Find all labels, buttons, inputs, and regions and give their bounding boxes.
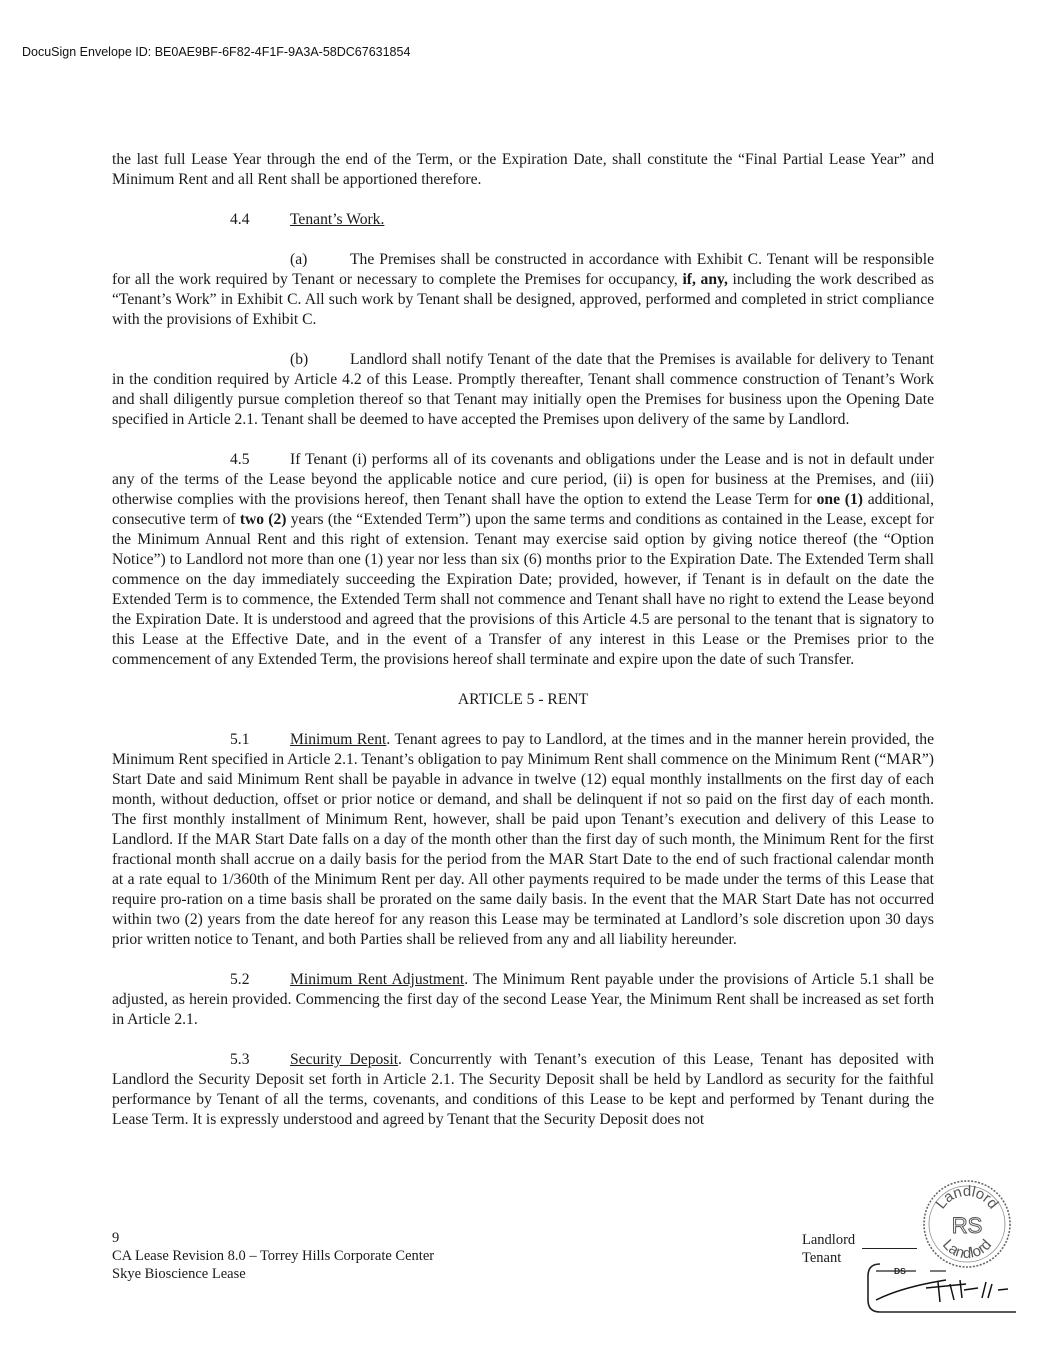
paragraph-5-1-minimum-rent: 5.1 Minimum Rent. Tenant agrees to pay to Landlord, at the times and in the manner herein provided, the Minimum Rent specified in Article 2.1. Tenant’s obligation to pay Minimum Rent shall commence on the Minimum Rent (“MAR”) Start Date and said Minimum Rent shall be payable in advance in twelve (12) equal monthly installments on the first day of each month, without deduction, offset or prior notice or demand, and shall be delinquent if not so paid on the first day of each month. The first monthly installment of Minimum Rent, however, shall be paid upon Tenant’s execution and delivery of this Lease to Landlord. If the MAR Start Date falls on a day of the month other than the first day of such month, the Minimum Rent for the first fractional month shall accrue on a daily basis for the period from the MAR Start Date to the end of such fractional calendar month at a rate equal to 1/360th of the Minimum Rent per day. All other payments required to be made under the terms of this Lease that require pro-ration on a time basis shall be prorated on the same daily basis. In the event that the MAR Start Date has not occurred within two (2) years from the date hereof for any reason this Lease may be terminated at Landlord’s sole discretion upon 30 days prior written notice to Tenant, and both Parties shall be relieved from any and all liability hereunder. — [112, 731, 935, 948]
section-number: 4.5 — [230, 451, 250, 468]
paragraph-final-partial-lease-year: the last full Lease Year through the end of the Term, or the Expiration Date, shall constitute the “Final Partial Lease Year” and Minimum Rent and all Rent shall be apportioned therefore. — [112, 151, 934, 188]
footer-document-info — [112, 1229, 434, 1283]
paragraph-4-4-b: (b) Landlord shall notify Tenant of the date that the Premises is available for delivery to Tenant in the condition required by Article 4.2 of this Lease. Promptly thereafter, Tenant shall commence construction of Tenant’s Work and shall diligently pursue completion thereof so that Tenant may initially open the Premises for business upon the Opening Date specified in Article 2.1. Tenant shall be deemed to have accepted the Premises upon delivery of the same by Landlord. — [112, 351, 934, 428]
section-number: 5.2 — [230, 971, 250, 988]
paragraph-4-4-a: (a) The Premises shall be constructed in accordance with Exhibit C. Tenant will be responsible for all the work required by Tenant or necessary to complete the Premises for occupancy, if, any, including the work described as “Tenant’s Work” in Exhibit C. All such work by Tenant shall be designed, approved, performed and completed in strict compliance with the provisions of Exhibit C. — [112, 251, 934, 328]
document-body — [112, 150, 934, 1130]
section-number: 4.4 — [230, 211, 250, 228]
clause-label: (a) — [290, 251, 308, 268]
section-title: Minimum Rent — [290, 731, 387, 748]
tenant-initials-docusign-box[interactable] — [866, 1262, 1026, 1314]
paragraph-4-5-extension-option: 4.5 If Tenant (i) performs all of its covenants and obligations under the Lease and is not in default under any of the terms of the Lease beyond the applicable notice and cure period, (ii) is open for business at the Premises, and (iii) otherwise complies with the provisions hereof, then Tenant shall have the option to extend the Lease Term for one (1) additional, consecutive term of two (2) years (the “Extended Term”) upon the same terms and conditions as contained in the Lease, except for the Minimum Annual Rent and this right of extension. Tenant may exercise said option by giving notice thereof (the “Option Notice”) to Landlord not more than one (1) year nor less than six (6) months prior to the Expiration Date. The Extended Term shall commence on the day immediately succeeding the Expiration Date; provided, however, if Tenant is in default on the date the Extended Term is to commence, the Extended Term shall not commence and Tenant shall have no right to extend the Lease beyond the Expiration Date. It is understood and agreed that the provisions of this Article 4.5 are personal to the tenant that is signatory to this Lease at the Effective Date, and in the event of a Transfer of any interest in this Lease or the Premises prior to the commencement of any Extended Term, the provisions hereof shall terminate and expire upon the date of such Transfer. — [112, 451, 934, 668]
ds-label: DS — [894, 1266, 906, 1276]
section-title: Minimum Rent Adjustment — [290, 971, 465, 988]
section-number: 5.1 — [230, 731, 250, 748]
seal-text-bottom: Landlord — [938, 1236, 996, 1262]
section-title: Tenant’s Work. — [290, 211, 385, 228]
section-number: 5.3 — [230, 1051, 250, 1068]
docusign-envelope-id: DocuSign Envelope ID: BE0AE9BF-6F82-4F1F-9A3A-58DC67631854 — [22, 45, 411, 59]
section-4-4-heading — [112, 210, 934, 230]
tenant-signature-scribble — [876, 1280, 1008, 1302]
article-5-heading: ARTICLE 5 - RENT — [457, 691, 589, 708]
seal-text-top: Landlord — [932, 1183, 1002, 1213]
paragraph-5-2-rent-adjustment: 5.2 Minimum Rent Adjustment. The Minimum Rent payable under the provisions of Article 5.1 shall be adjusted, as herein provided. Commencing the first day of the second Lease Year, the Minimum Rent shall be increased as set forth in Article 2.1. — [112, 971, 934, 1028]
landlord-initials-seal[interactable] — [921, 1178, 1013, 1270]
tenant-initials-label: Tenant — [802, 1250, 842, 1266]
lease-revision: CA Lease Revision 8.0 – Torrey Hills Corporate Center — [112, 1248, 435, 1264]
seal-initials: RS — [951, 1213, 983, 1238]
page-number: 9 — [112, 1230, 120, 1246]
lease-name: Skye Bioscience Lease — [112, 1266, 246, 1282]
clause-label: (b) — [290, 351, 309, 368]
landlord-initials-label: Landlord — [802, 1232, 856, 1248]
paragraph-5-3-security-deposit: 5.3 Security Deposit. Concurrently with Tenant’s execution of this Lease, Tenant has deposited with Landlord the Security Deposit set forth in Article 2.1. The Security Deposit shall be held by Landlord as security for the faithful performance by Tenant of all the terms, covenants, and conditions of this Lease to be kept and performed by Tenant during the Lease Term. It is expressly understood and agreed by Tenant that the Security Deposit does not — [112, 1051, 935, 1128]
section-title: Security Deposit — [290, 1051, 399, 1068]
landlord-initials-line[interactable] — [862, 1235, 917, 1249]
